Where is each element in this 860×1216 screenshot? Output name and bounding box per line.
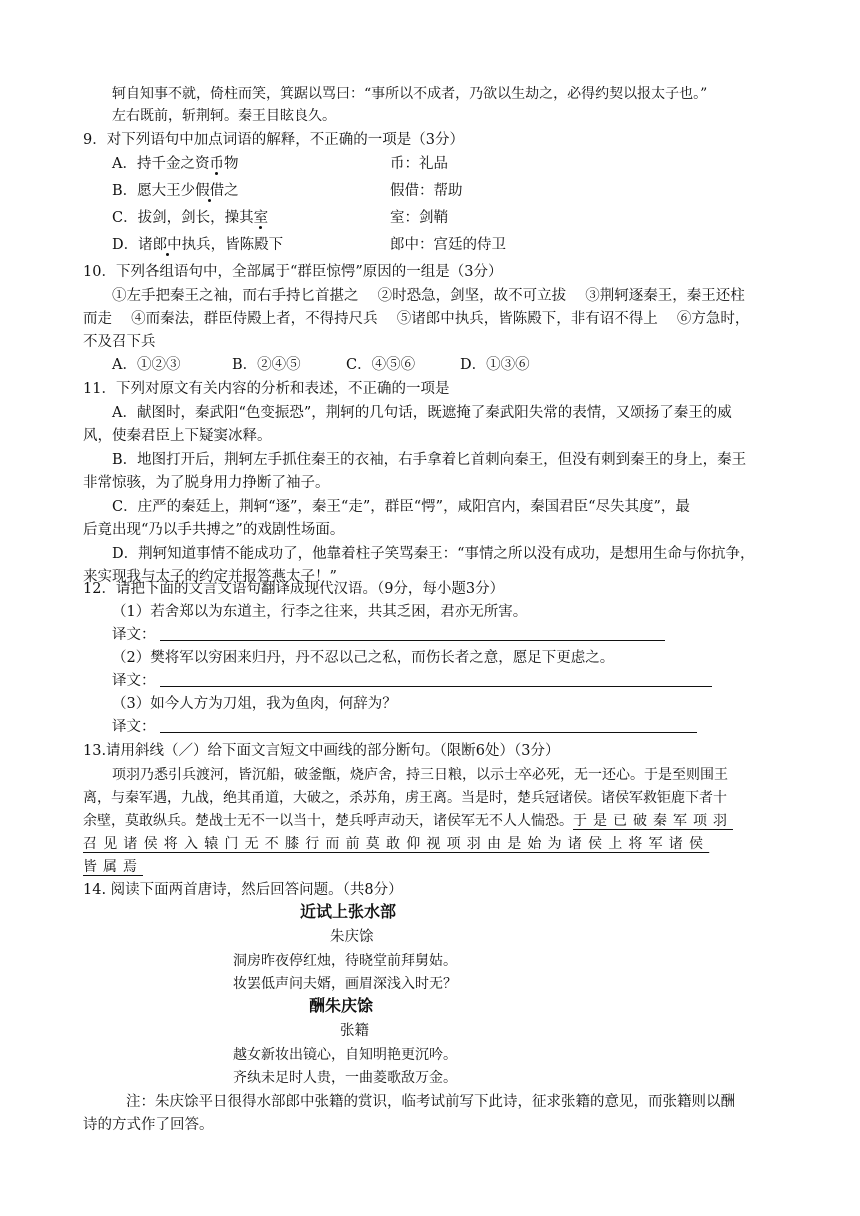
q12-answer-label-3: 译文： bbox=[112, 719, 156, 735]
q9-option-b: B．愿大王少假借之 bbox=[112, 183, 239, 199]
q10-option-d: D．①③⑥ bbox=[460, 357, 530, 373]
question-12-stem: 12．请把下面的文言文语句翻译成现代汉语。（9分，每小题3分） bbox=[83, 581, 505, 597]
poem-1-author: 朱庆馀 bbox=[330, 929, 374, 945]
q10-option-c: C．④⑤⑥ bbox=[346, 357, 416, 373]
q11-b-line-2: 非常惊骇，为了脱身用力挣断了袖子。 bbox=[83, 475, 330, 491]
q10-line-1: ①左手把秦王之袖，而右手持匕首揕之 ②时恐急，剑坚，故不可立拔 ③荆轲逐秦王，秦王还柱 bbox=[112, 288, 745, 304]
q9-option-a-explain: 币：礼品 bbox=[390, 156, 448, 172]
question-13-stem: 13.请用斜线（／）给下面文言短文中画线的部分断句。（限断6处）（3分） bbox=[83, 743, 560, 759]
q14-note-line-2: 诗的方式作了回答。 bbox=[83, 1117, 214, 1133]
q11-a-line-1: A．献图时，秦武阳“色变振恐”，荆轲的几句话，既遮掩了秦武阳失常的表情，又颂扬了秦王的威 bbox=[112, 405, 732, 421]
punctuation-target-text: 于是已破秦军项羽 bbox=[573, 813, 733, 829]
q13-text-line-1: 项羽乃悉引兵渡河，皆沉船，破釜甑，烧庐舍，持三日粮，以示士卒必死，无一还心。于是至则围王 bbox=[112, 767, 728, 783]
poem-1-title: 近试上张水部 bbox=[300, 902, 397, 921]
q14-note-line-1: 注：朱庆馀平日很得水部郎中张籍的赏识，临考试前写下此诗，征求张籍的意见，而张籍则以酬 bbox=[126, 1094, 735, 1110]
q9-option-b-explain: 假借：帮助 bbox=[390, 183, 463, 199]
q9-option-d: D．诸郎中执兵，皆陈殿下 bbox=[112, 237, 284, 253]
punctuation-target-text: 皆属焉 bbox=[83, 859, 143, 875]
poem-2-line-1: 越女新妆出镜心，自知明艳更沉吟。 bbox=[233, 1047, 457, 1063]
q10-line-2: 而走 ④而秦法，群臣侍殿上者，不得持尺兵 ⑤诸郎中执兵，皆陈殿下，非有诏不得上 ⑥方急时， bbox=[83, 311, 750, 327]
q13-text-line-3: 余壁，莫敢纵兵。楚战士无不一以当十，楚兵呼声动天，诸侯军无不人人惴恐。于是已破秦军项羽 bbox=[83, 813, 733, 829]
emphasis-dot-word: 假借 bbox=[195, 183, 225, 199]
poem-2-title: 酬朱庆馀 bbox=[309, 996, 374, 1015]
punctuation-target-text: 召见诸侯将入辕门无不膝行而前莫敢仰视项羽由是始为诸侯上将军诸侯 bbox=[83, 836, 710, 852]
poem-1-line-2: 妆罢低声问夫婿，画眉深浅入时无？ bbox=[233, 976, 457, 992]
q11-c-line-1: C．庄严的秦廷上，荆轲“逐”，秦王“走”，群臣“愕”，咸阳宫内，秦国君臣“尽失其度”，最 bbox=[112, 499, 690, 515]
q11-d-line-1: D．荆轲知道事情不能成功了，他靠着柱子笑骂秦王：“事情之所以没有成功，是想用生命与你抗争， bbox=[112, 546, 755, 562]
emphasis-dot-word: 室 bbox=[253, 210, 269, 226]
q12-sentence-1: （1）若舍郑以为东道主，行李之往来，共其乏困，君亦无所害。 bbox=[112, 604, 528, 620]
poem-2-line-2: 齐纨未足时人贵，一曲菱歌敌万金。 bbox=[233, 1070, 457, 1086]
passage-line-2: 左右既前，斩荆轲。秦王目眩良久。 bbox=[112, 108, 336, 124]
q9-option-d-explain: 郎中：宫廷的侍卫 bbox=[390, 237, 506, 253]
emphasis-dot-word: 币 bbox=[209, 156, 224, 172]
q11-c-line-2: 后竟出现“乃以手共搏之”的戏剧性场面。 bbox=[83, 522, 345, 538]
question-10-stem: 10．下列各组语句中，全部属于“群臣惊愕”原因的一组是（3分） bbox=[83, 264, 503, 280]
emphasis-dot-word: 郎中 bbox=[152, 237, 182, 253]
q13-text-line-2: 离，与秦军遇，九战，绝其甬道，大破之，杀苏角，虏王离。当是时，楚兵冠诸侯。诸侯军救钜鹿下者十 bbox=[83, 790, 727, 806]
answer-line-3[interactable] bbox=[160, 732, 697, 733]
q12-sentence-3: （3）如今人方为刀俎，我为鱼肉，何辞为？ bbox=[112, 696, 397, 712]
q10-option-b: B．②④⑤ bbox=[232, 357, 301, 373]
passage-line-1: 轲自知事不就，倚柱而笑，箕踞以骂曰：“事所以不成者，乃欲以生劫之，必得约契以报太子也。” bbox=[112, 86, 708, 102]
q11-a-line-2: 风，使秦君臣上下疑窦冰释。 bbox=[83, 428, 272, 444]
question-14-stem: 14. 阅读下面两首唐诗，然后回答问题。（共8分） bbox=[83, 882, 403, 898]
q9-option-c-explain: 室：剑鞘 bbox=[390, 210, 448, 226]
q11-b-line-1: B．地图打开后，荆轲左手抓住秦王的衣袖，右手拿着匕首刺向秦王，但没有刺到秦王的身上，秦王 bbox=[112, 452, 747, 468]
question-9-stem: 9．对下列语句中加点词语的解释，不正确的一项是（3分） bbox=[83, 132, 464, 148]
poem-1-line-1: 洞房昨夜停红烛，待晓堂前拜舅姑。 bbox=[233, 953, 457, 969]
question-11-stem: 11．下列对原文有关内容的分析和表述，不正确的一项是 bbox=[83, 381, 450, 397]
q9-option-c: C．拔剑，剑长，操其室 bbox=[112, 210, 269, 226]
answer-line-2[interactable] bbox=[160, 686, 712, 687]
answer-line-1[interactable] bbox=[160, 640, 665, 641]
poem-2-author: 张籍 bbox=[340, 1023, 369, 1039]
q9-option-a: A．持千金之资币物 bbox=[112, 156, 239, 172]
q11-d-line-2: 来实现我与太子的约定并报答燕太子！” bbox=[83, 569, 337, 585]
q12-answer-label-2: 译文： bbox=[112, 673, 156, 689]
q10-option-a: A．①②③ bbox=[112, 357, 181, 373]
q12-sentence-2: （2）樊将军以穷困来归丹，丹不忍以己之私，而伤长者之意，愿足下更虑之。 bbox=[112, 650, 615, 666]
q10-line-3: 不及召下兵 bbox=[83, 334, 156, 350]
q12-answer-label-1: 译文： bbox=[112, 627, 156, 643]
